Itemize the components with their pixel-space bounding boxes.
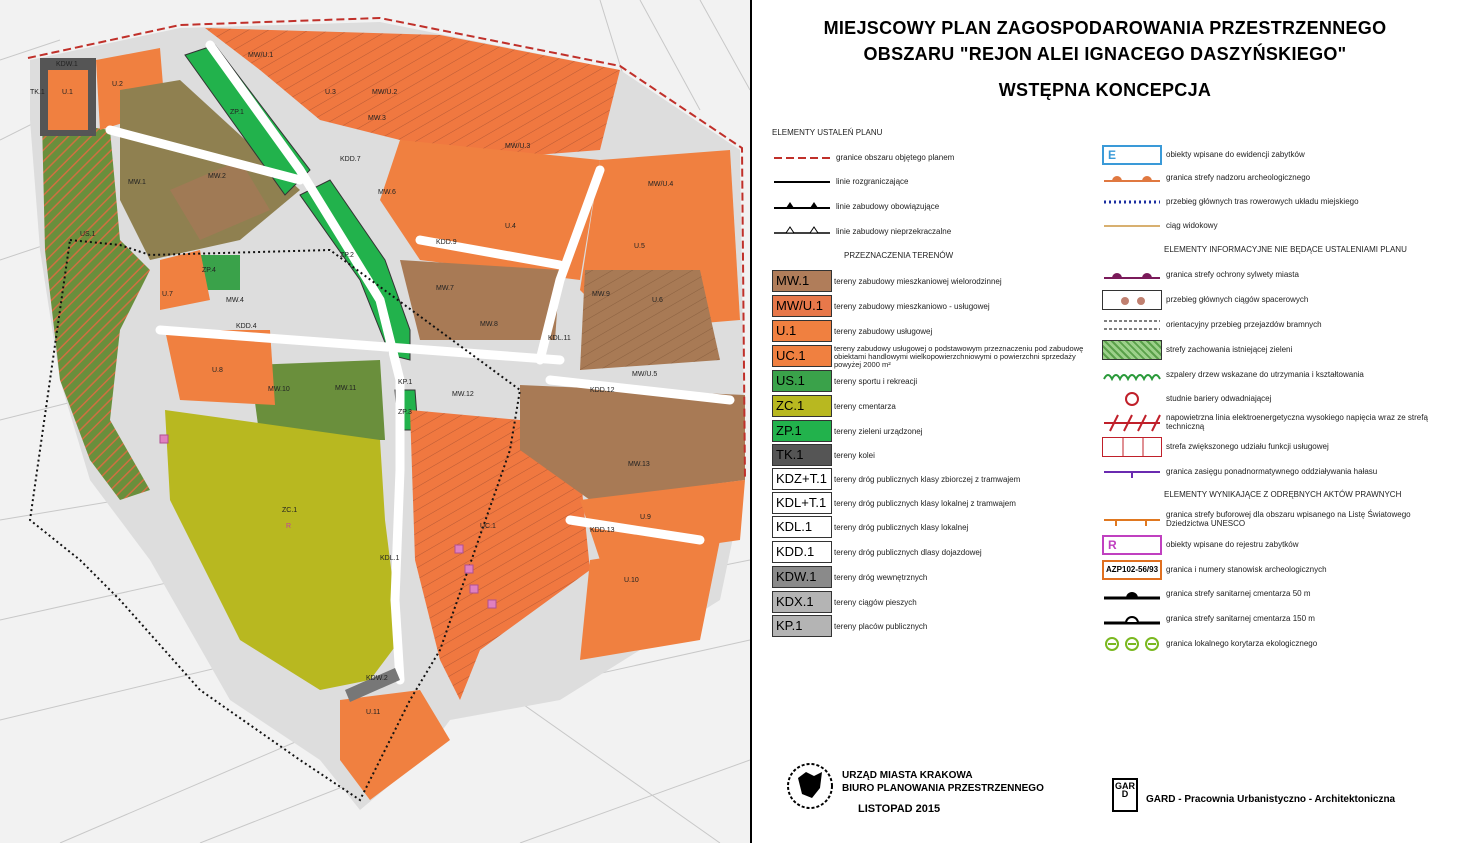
cemetery-150m-icon: [1102, 609, 1162, 629]
map-label-mw10: MW.10: [268, 386, 290, 393]
map-label-mwu4: MW/U.4: [648, 181, 674, 188]
map-label-mw6: MW.6: [378, 189, 396, 196]
legend-section-land-use: PRZEZNACZENIA TERENÓW: [844, 251, 954, 260]
map-label-u3: U.3: [325, 89, 336, 96]
legend-label: granice obszaru objętego planem: [836, 153, 955, 162]
legend-section-informative: ELEMENTY INFORMACYJNE NIE BĘDĄCE USTALENIAMI PLANU: [1164, 245, 1407, 254]
tree-row-icon: [1102, 365, 1162, 385]
register-monument-icon: [1102, 535, 1162, 555]
land-use-row: [772, 591, 1092, 613]
legend-row-service-zone: [1102, 437, 1442, 457]
map-label-mwu1: MW/U.1: [248, 52, 274, 59]
legend-label: strefy zachowania istniejącej zieleni: [1166, 345, 1293, 354]
legend-label: granica lokalnego korytarza ekologicznego: [1166, 639, 1318, 648]
map-label-u10: U.10: [624, 577, 639, 584]
land-use-label: tereny cmentarza: [834, 402, 896, 411]
land-use-code-swatch: ZP.1: [772, 420, 832, 442]
map-label-zp3: ZP.3: [398, 409, 412, 416]
footer-org-dept: BIURO PLANOWANIA PRZESTRZENNEGO: [842, 783, 1044, 794]
legend-label: studnie bariery odwadniającej: [1166, 394, 1272, 403]
map-label-us1: US.1: [80, 231, 96, 238]
land-use-row: [772, 370, 1092, 392]
legend-label: granica strefy nadzoru archeologicznego: [1166, 173, 1311, 182]
plan-title-line2: OBSZARU "REJON ALEI IGNACEGO DASZYŃSKIEGO": [863, 44, 1347, 64]
map-label-mw2: MW.2: [208, 173, 226, 180]
land-use-code-swatch: MW/U.1: [772, 295, 832, 317]
legend-row-plan-boundary: [772, 148, 1072, 168]
legend-row-register-monuments: [1102, 535, 1442, 555]
legend-row-view-axis: [1102, 216, 1442, 236]
land-use-code-swatch: KP.1: [772, 615, 832, 637]
legend-label: strefa zwiększonego udziału funkcji usługowej: [1166, 442, 1329, 451]
legend-label: granica zasięgu ponadnormatywnego oddziaływania hałasu: [1166, 467, 1378, 476]
legend-label: granica i numery stanowisk archeologicznych: [1166, 565, 1327, 574]
land-use-row: [772, 395, 1092, 417]
map-label-zp4: ZP.4: [202, 267, 216, 274]
land-use-code-swatch: KDL+T.1: [772, 492, 832, 514]
land-use-label: tereny zabudowy usługowej o podstawowym przeznaczeniu pod zabudowę obiektami handlowymi wielkopowierzchniowymi o powierzchni sprzedaży powyżej 2000 m²: [834, 344, 1084, 369]
legend-section-legal-acts: ELEMENTY WYNIKAJĄCE Z ODRĘBNYCH AKTÓW PRAWNYCH: [1164, 490, 1402, 499]
land-use-row: [772, 420, 1092, 442]
land-use-row: [772, 295, 1092, 317]
map-label-kp1: KP.1: [398, 379, 413, 386]
land-use-code-swatch: U.1: [772, 320, 832, 342]
map-label-mw4: MW.4: [226, 297, 244, 304]
drainage-well-icon: [1102, 389, 1162, 409]
land-use-row: [772, 566, 1092, 588]
legend-row-tree-rows: [1102, 365, 1442, 385]
map-label-mw1: MW.1: [128, 179, 146, 186]
legend-label: orientacyjny przebieg przejazdów bramnych: [1166, 320, 1322, 329]
unesco-buffer-icon: [1102, 510, 1162, 530]
land-use-label: tereny placów publicznych: [834, 622, 928, 631]
land-use-code-swatch: TK.1: [772, 444, 832, 466]
legend-label: granica strefy sanitarnej cmentarza 150 m: [1166, 614, 1315, 623]
archaeological-zone-icon: [1102, 168, 1162, 188]
legend-label: linie zabudowy nieprzekraczalne: [836, 227, 952, 236]
land-use-code-swatch: KDW.1: [772, 566, 832, 588]
land-use-label: tereny kolei: [834, 451, 875, 460]
legend-label: przebieg głównych tras rowerowych układu miejskiego: [1166, 197, 1359, 206]
land-use-row: [772, 468, 1092, 490]
land-use-label: tereny dróg publicznych klasy zbiorczej z tramwajem: [834, 475, 1021, 484]
map-label-kdw2: KDW.2: [366, 675, 388, 682]
map-label-kdd9: KDD.9: [436, 239, 457, 246]
footer-org-name: URZĄD MIASTA KRAKOWA: [842, 770, 973, 781]
legend-row-skyline-zone: [1102, 265, 1442, 285]
land-use-row: [772, 345, 1092, 367]
map-label-kdd13: KDD.13: [590, 527, 615, 534]
cemetery-50m-icon: [1102, 584, 1162, 604]
map-label-mw3: MW.3: [368, 115, 386, 122]
legend-row-archaeological-sites: [1102, 560, 1442, 580]
legend-row-mandatory-building-line: [772, 197, 1072, 217]
map-label-u11: U.11: [366, 709, 381, 716]
map-label-kdl11: KDL.11: [548, 335, 571, 342]
land-use-row: [772, 615, 1092, 637]
legend-row-dividing-lines: [772, 172, 1072, 192]
bike-route-icon: [1102, 192, 1162, 212]
legend-row-ecological-corridor: [1102, 634, 1442, 654]
legend-row-heritage-register: [1102, 145, 1442, 165]
map-label-mw9: MW.9: [592, 291, 610, 298]
map-label-zp1: ZP.1: [230, 109, 244, 116]
map-label-kdd7: KDD.7: [340, 156, 361, 163]
map-label-u9: U.9: [640, 514, 651, 521]
map-label-u5: U.5: [634, 243, 645, 250]
ecological-corridor-icon: [1102, 634, 1162, 654]
land-use-row: [772, 492, 1092, 514]
land-use-code-swatch: KDD.1: [772, 541, 832, 563]
map-label-zp2: ZP.2: [340, 252, 354, 259]
map-label-kdl1: KDL.1: [380, 555, 400, 562]
legend-row-cemetery-150m: [1102, 609, 1442, 629]
krakow-city-emblem-icon: [784, 758, 836, 814]
map-label-kdd12: KDD.12: [590, 387, 615, 394]
land-use-code-swatch: MW.1: [772, 270, 832, 292]
power-line-icon: [1102, 413, 1162, 433]
land-use-code-swatch: UC.1: [772, 345, 832, 367]
legend-panel: [752, 0, 1458, 843]
map-label-kdw1: KDW.1: [56, 61, 78, 68]
legend-label: granica strefy ochrony sylwety miasta: [1166, 270, 1299, 279]
land-use-label: tereny zabudowy usługowej: [834, 327, 933, 336]
land-use-code-swatch: KDZ+T.1: [772, 468, 832, 490]
land-use-code-swatch: KDX.1: [772, 591, 832, 613]
map-label-tk1: TK.1: [30, 89, 45, 96]
legend-row-gate-passages: [1102, 315, 1442, 335]
land-use-row: [772, 320, 1092, 342]
land-use-code-swatch: US.1: [772, 370, 832, 392]
gate-passage-icon: [1102, 315, 1162, 335]
noise-zone-icon: [1102, 462, 1162, 482]
plan-title-line3: WSTĘPNA KONCEPCJA: [998, 80, 1212, 100]
legend-label: szpalery drzew wskazane do utrzymania i kształtowania: [1166, 370, 1364, 379]
mandatory-building-line-icon: [772, 197, 832, 217]
legend-section-plan-elements: ELEMENTY USTALEŃ PLANU: [772, 128, 883, 137]
map-label-mwu2: MW/U.2: [372, 89, 398, 96]
map-label-u8: U.8: [212, 367, 223, 374]
land-use-label: tereny dróg publicznych klasy lokalnej z tramwajem: [834, 499, 1016, 508]
gard-logo-icon: GARD: [1112, 778, 1138, 812]
legend-row-existing-greenery: [1102, 340, 1442, 360]
legend-label: obiekty wpisane do ewidencji zabytków: [1166, 150, 1305, 159]
heritage-register-symbol: E: [1108, 148, 1117, 162]
map-label-mw13: MW.13: [628, 461, 650, 468]
land-use-label: tereny zabudowy mieszkaniowo - usługowej: [834, 302, 990, 311]
map-label-u7: U.7: [162, 291, 173, 298]
map-label-mw12: MW.12: [452, 391, 474, 398]
legend-row-walking-routes: [1102, 290, 1442, 310]
land-use-code-swatch: KDL.1: [772, 516, 832, 538]
land-use-row: [772, 516, 1092, 538]
legend-label: linie rozgraniczające: [836, 177, 909, 186]
map-label-mw11: MW.11: [335, 385, 357, 392]
footer-date: LISTOPAD 2015: [858, 803, 941, 815]
archaeological-site-icon: [1102, 560, 1162, 580]
map-label-zc1: ZC.1: [282, 507, 298, 514]
view-axis-icon: [1102, 216, 1162, 236]
plan-title-line1: MIEJSCOWY PLAN ZAGOSPODAROWANIA PRZESTRZENNEGO: [823, 18, 1387, 38]
legend-label: granica strefy buforowej dla obszaru wpisanego na Listę Światowego Dziedzictwa UNESCO: [1166, 510, 1411, 528]
map-label-uc1: UC.1: [480, 523, 496, 530]
legend-row-bike-routes: [1102, 192, 1442, 212]
footer-gard: GARD - Pracownia Urbanistyczno - Architektoniczna: [1146, 794, 1396, 805]
register-monument-symbol: R: [1108, 538, 1117, 552]
legend-label: linie zabudowy obowiązujące: [836, 202, 940, 211]
map-label-mwu3: MW/U.3: [505, 143, 531, 150]
map-label-mw7: MW.7: [436, 285, 454, 292]
land-use-label: tereny dróg publicznych dlasy dojazdowej: [834, 548, 982, 557]
map-label-u4: U.4: [505, 223, 516, 230]
service-zone-icon: [1102, 437, 1162, 457]
legend-label: granica strefy sanitarnej cmentarza 50 m: [1166, 589, 1311, 598]
land-use-row: [772, 541, 1092, 563]
map-label-u2: U.2: [112, 81, 123, 88]
land-use-row: [772, 270, 1092, 292]
legend-row-cemetery-50m: [1102, 584, 1442, 604]
heritage-register-icon: [1102, 145, 1162, 165]
map-label-kdd4: KDD.4: [236, 323, 257, 330]
map-label-mwu5: MW/U.5: [632, 371, 658, 378]
legend-label: przebieg głównych ciągów spacerowych: [1166, 295, 1309, 304]
map-label-mw8: MW.8: [480, 321, 498, 328]
plan-boundary-icon: [772, 148, 832, 168]
land-use-code-swatch: ZC.1: [772, 395, 832, 417]
land-use-label: tereny sportu i rekreacji: [834, 377, 918, 386]
land-use-label: tereny dróg publicznych klasy lokalnej: [834, 523, 969, 532]
land-use-row: [772, 444, 1092, 466]
legend-row-archaeological-zone: [1102, 168, 1442, 188]
land-use-label: tereny ciągów pieszych: [834, 598, 917, 607]
existing-greenery-icon: [1102, 340, 1162, 360]
legend-label: napowietrzna linia elektroenergetyczna wysokiego napięcia wraz ze strefą techniczną: [1166, 413, 1428, 431]
map-label-u6: U.6: [652, 297, 663, 304]
legend-label: obiekty wpisane do rejestru zabytków: [1166, 540, 1299, 549]
walking-route-icon: [1102, 290, 1162, 310]
skyline-zone-icon: [1102, 265, 1162, 285]
dividing-line-icon: [772, 172, 832, 192]
nonexceedable-building-line-icon: [772, 222, 832, 242]
map-label-u1: U.1: [62, 89, 73, 96]
legend-label: ciąg widokowy: [1166, 221, 1218, 230]
legend-row-nonexceedable-building-line: [772, 222, 1072, 242]
legend-row-drainage-wells: [1102, 389, 1442, 409]
land-use-label: tereny zabudowy mieszkaniowej wielorodzinnej: [834, 277, 1002, 286]
legend-row-power-line: [1102, 413, 1442, 433]
legend-row-noise-zone: [1102, 462, 1442, 482]
map-label-r: R: [286, 523, 292, 530]
land-use-label: tereny zieleni urządzonej: [834, 427, 923, 436]
legend-row-unesco-buffer: [1102, 510, 1442, 530]
archaeological-site-symbol: AZP102-56/93: [1106, 565, 1159, 574]
land-use-label: tereny dróg wewnętrznych: [834, 573, 928, 582]
